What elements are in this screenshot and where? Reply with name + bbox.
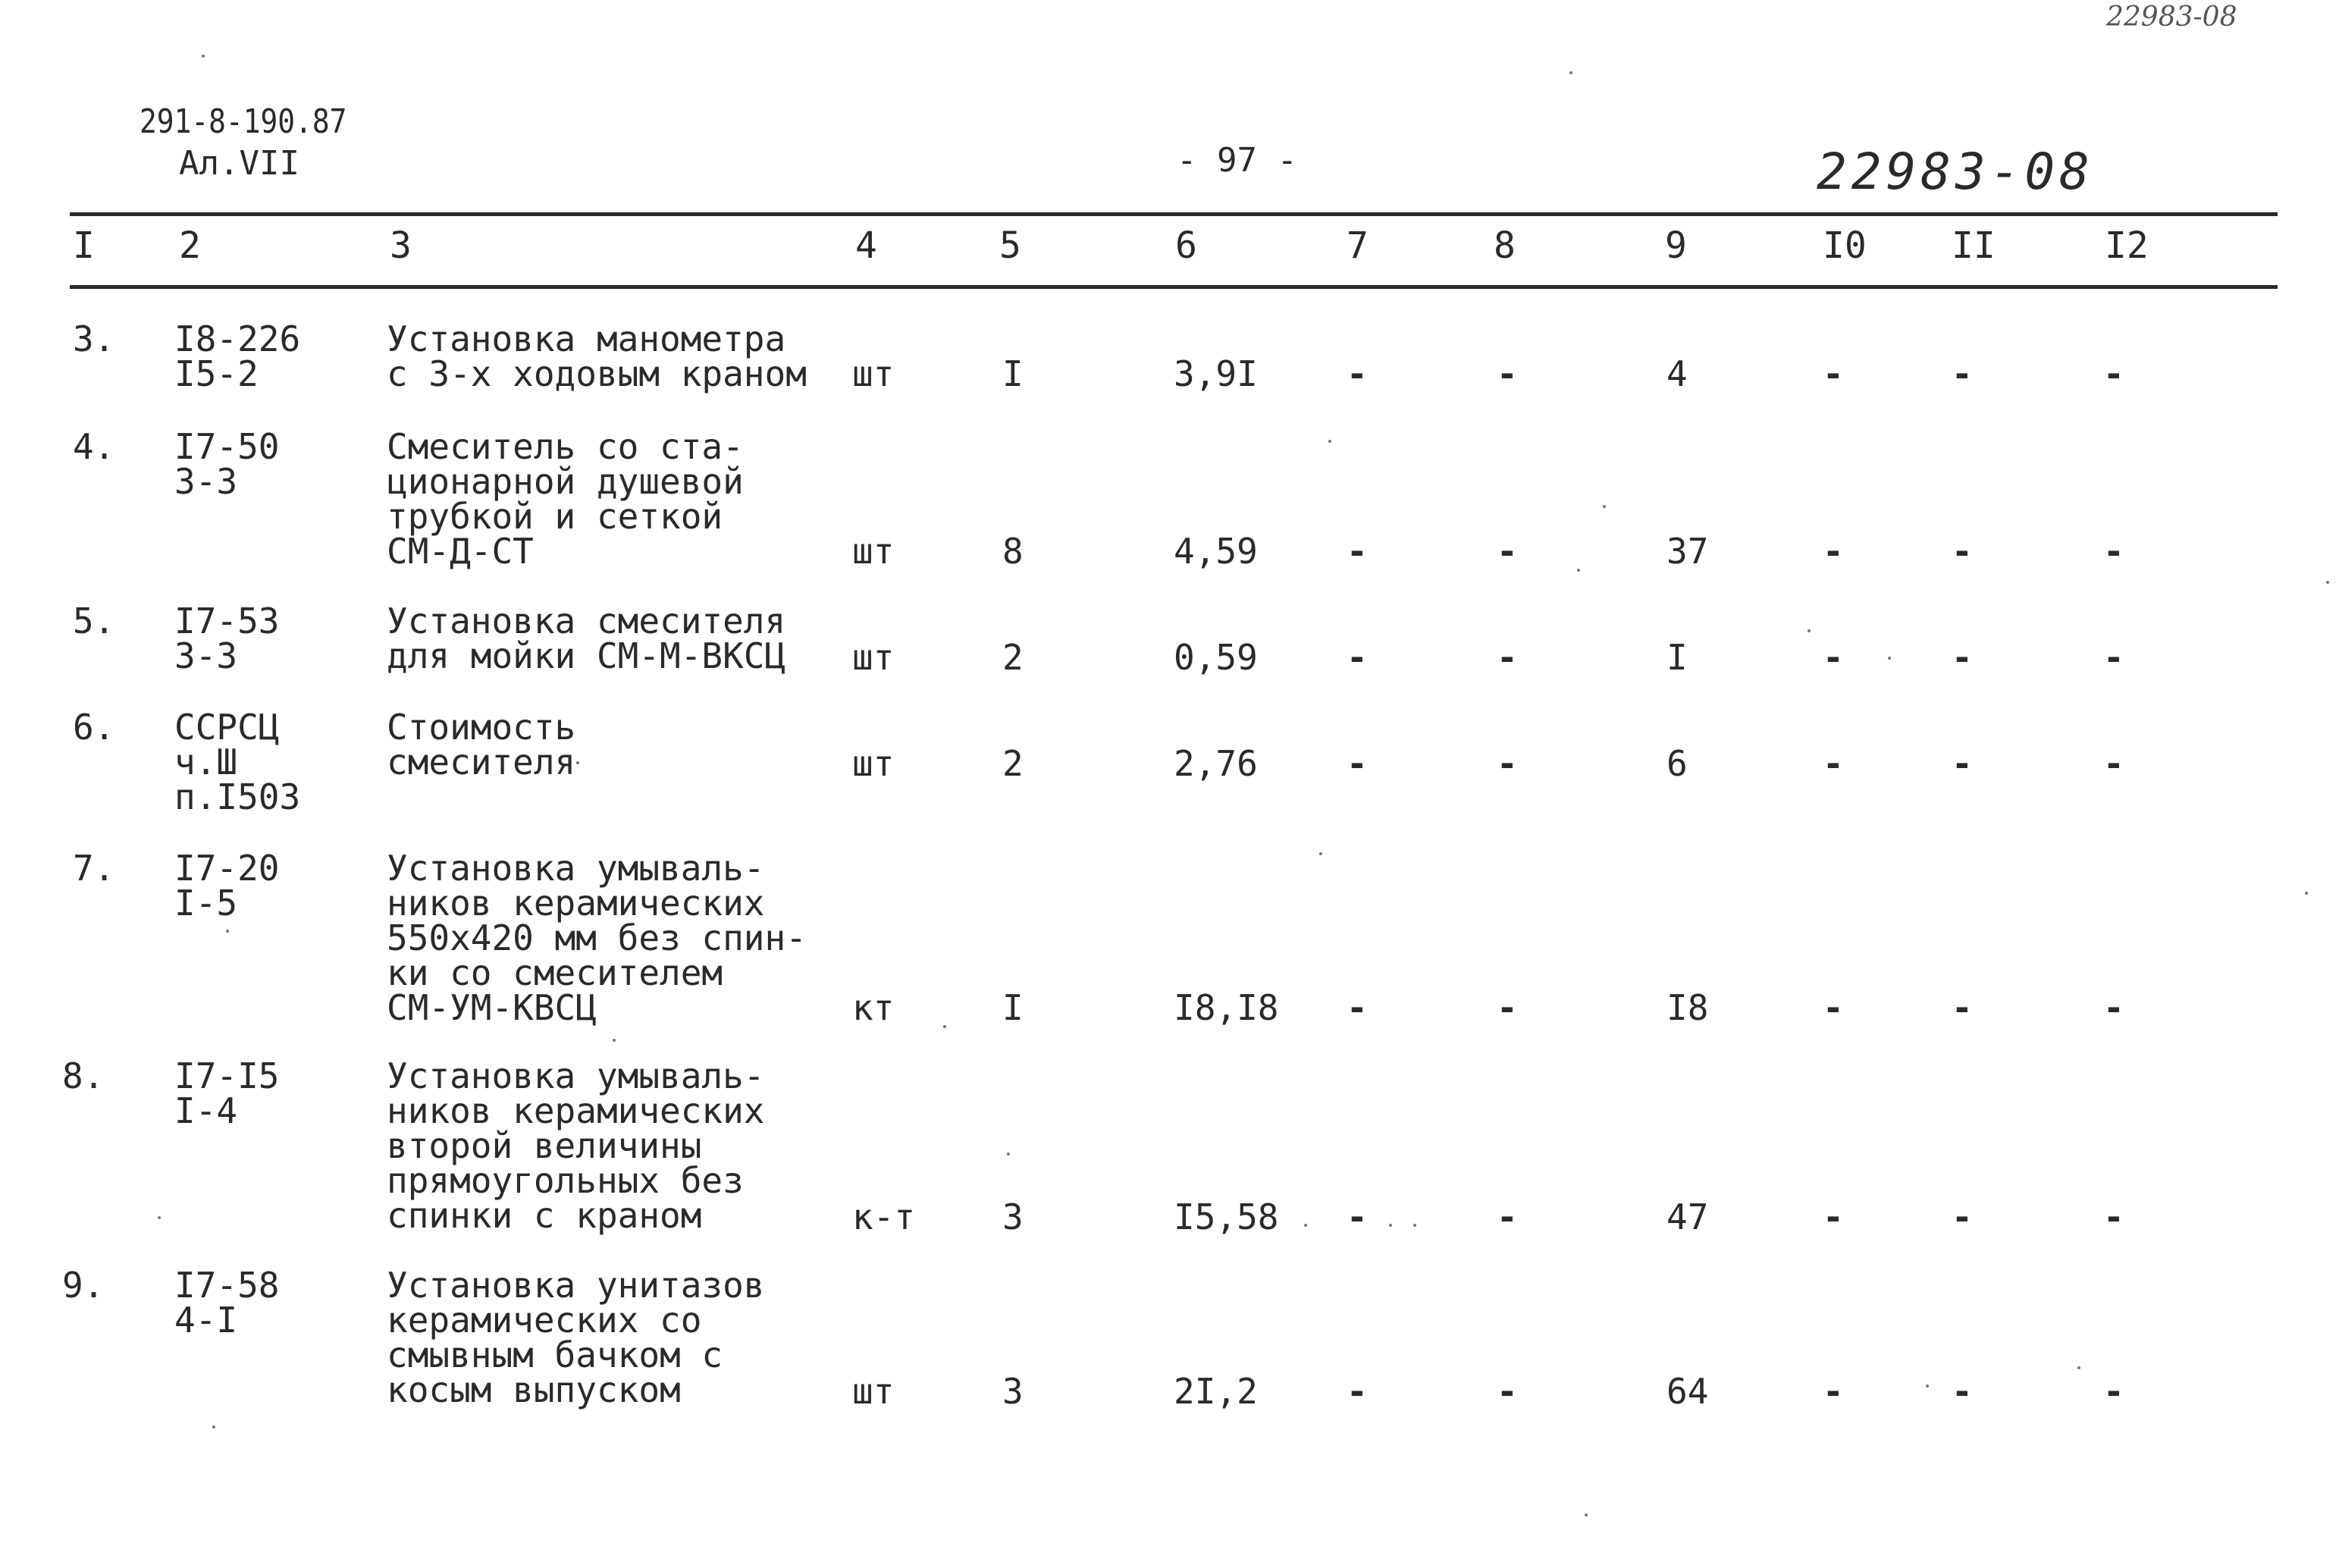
- scan-speck: [1569, 71, 1572, 74]
- column-header-9: 9: [1665, 224, 1687, 267]
- project-code: 291-8-190.87: [140, 102, 347, 141]
- work-description: Смеситель со ста- ционарной душевой трубкой и сеткой СМ-Д-СТ: [387, 426, 744, 572]
- row-number: 7.: [73, 848, 115, 889]
- scan-speck: [1007, 1152, 1010, 1156]
- scan-speck: [2077, 1366, 2080, 1369]
- norm-code: I7-58 4-I: [174, 1265, 280, 1341]
- value-col10: -: [1823, 743, 1844, 784]
- row-number: 9.: [62, 1265, 105, 1306]
- value-col7: -: [1347, 637, 1368, 678]
- scan-speck: [613, 1039, 616, 1042]
- value-col6: 4,59: [1174, 531, 1258, 572]
- value-col12: -: [2103, 1196, 2124, 1237]
- scan-speck: [226, 930, 229, 933]
- value-col8: -: [1497, 1196, 1518, 1237]
- norm-code: I8-226 I5-2: [174, 318, 301, 394]
- value-col11: -: [1952, 1196, 1973, 1237]
- scan-speck: [1808, 629, 1811, 632]
- value-col6: 2I,2: [1174, 1371, 1258, 1412]
- value-col10: -: [1823, 1371, 1844, 1412]
- value-col10: -: [1823, 353, 1844, 394]
- value-col6: I8,I8: [1174, 987, 1279, 1028]
- value-col12: -: [2103, 637, 2124, 678]
- value-col10: -: [1823, 987, 1844, 1028]
- norm-code: ССРСЦ ч.Ш п.I503: [174, 707, 301, 817]
- row-number: 4.: [73, 426, 115, 467]
- unit: к-т: [852, 1196, 916, 1237]
- value-col11: -: [1952, 743, 1973, 784]
- value-col9: 64: [1666, 1371, 1709, 1412]
- value-col6: 2,76: [1174, 743, 1258, 784]
- value-col7: -: [1347, 353, 1368, 394]
- column-header-1: I: [73, 224, 95, 267]
- value-col8: -: [1497, 531, 1518, 572]
- quantity: 2: [1002, 743, 1024, 784]
- unit: кт: [852, 987, 895, 1028]
- value-col7: -: [1347, 1371, 1368, 1412]
- scan-speck: [1585, 1513, 1588, 1516]
- value-col8: -: [1497, 637, 1518, 678]
- value-col10: -: [1823, 531, 1844, 572]
- page-number: - 97 -: [1177, 141, 1297, 180]
- value-col11: -: [1952, 531, 1973, 572]
- scan-speck: [158, 1216, 161, 1219]
- scan-speck: [212, 1425, 215, 1428]
- value-col12: -: [2103, 531, 2124, 572]
- value-col8: -: [1497, 1371, 1518, 1412]
- norm-code: I7-53 3-3: [174, 601, 280, 676]
- value-col12: -: [2103, 1371, 2124, 1412]
- column-header-4: 4: [855, 224, 877, 267]
- scan-speck: [1413, 1224, 1416, 1227]
- column-header-5: 5: [999, 224, 1021, 267]
- unit: шт: [852, 1371, 895, 1412]
- unit: шт: [852, 637, 895, 678]
- quantity: I: [1002, 353, 1024, 394]
- work-description: Установка умываль- ников керамических второй величины прямоугольных без спинки с краном: [387, 1055, 765, 1236]
- table-header-rule: [70, 285, 2278, 289]
- value-col8: -: [1497, 353, 1518, 394]
- value-col9: 4: [1666, 353, 1688, 394]
- scan-speck: [1926, 1385, 1929, 1388]
- scan-speck: [1319, 852, 1322, 855]
- quantity: I: [1002, 987, 1024, 1028]
- column-header-3: 3: [390, 224, 412, 267]
- norm-code: I7-I5 I-4: [174, 1055, 280, 1131]
- row-number: 6.: [73, 707, 115, 748]
- scan-speck: [2326, 581, 2329, 584]
- scan-speck: [202, 55, 205, 58]
- value-col12: -: [2103, 987, 2124, 1028]
- value-col7: -: [1347, 743, 1368, 784]
- value-col9: 47: [1666, 1196, 1709, 1237]
- unit: шт: [852, 353, 895, 394]
- scan-speck: [1603, 505, 1606, 508]
- scan-speck: [1328, 440, 1331, 443]
- inventory-number: 22983-08: [1817, 143, 2094, 201]
- value-col12: -: [2103, 743, 2124, 784]
- corner-stamp: 22983-08: [2106, 2, 2237, 33]
- value-col6: 3,9I: [1174, 353, 1258, 394]
- value-col11: -: [1952, 637, 1973, 678]
- quantity: 8: [1002, 531, 1024, 572]
- table-top-rule: [70, 212, 2278, 216]
- scan-speck: [1389, 1224, 1392, 1227]
- work-description: Установка манометра с 3-х ходовым краном: [387, 318, 807, 394]
- work-description: Стоимость смесителя: [387, 707, 576, 782]
- scan-speck: [943, 1025, 946, 1028]
- value-col11: -: [1952, 987, 1973, 1028]
- value-col9: 37: [1666, 531, 1709, 572]
- work-description: Установка смесителя для мойки СМ-М-ВКСЦ: [387, 601, 786, 676]
- row-number: 5.: [73, 601, 115, 641]
- scan-speck: [1304, 1224, 1307, 1227]
- quantity: 3: [1002, 1196, 1024, 1237]
- column-header-7: 7: [1347, 224, 1369, 267]
- norm-code: I7-20 I-5: [174, 848, 280, 924]
- scan-speck: [576, 761, 579, 764]
- value-col11: -: [1952, 353, 1973, 394]
- column-header-10: I0: [1823, 224, 1867, 267]
- work-description: Установка умываль- ников керамических 550х420 мм без спин- ки со смесителем СМ-УМ-КВСЦ: [387, 848, 807, 1028]
- unit: шт: [852, 531, 895, 572]
- value-col12: -: [2103, 353, 2124, 394]
- value-col9: I8: [1666, 987, 1709, 1028]
- row-number: 3.: [73, 318, 115, 359]
- quantity: 3: [1002, 1371, 1024, 1412]
- sheet-label: Ал.VII: [179, 144, 299, 183]
- column-header-11: II: [1952, 224, 1996, 267]
- value-col7: -: [1347, 987, 1368, 1028]
- unit: шт: [852, 743, 895, 784]
- row-number: 8.: [62, 1055, 105, 1096]
- value-col9: I: [1666, 637, 1688, 678]
- column-header-8: 8: [1494, 224, 1516, 267]
- value-col10: -: [1823, 637, 1844, 678]
- scan-speck: [1888, 657, 1891, 660]
- column-header-6: 6: [1175, 224, 1197, 267]
- value-col8: -: [1497, 987, 1518, 1028]
- value-col8: -: [1497, 743, 1518, 784]
- value-col6: 0,59: [1174, 637, 1258, 678]
- value-col11: -: [1952, 1371, 1973, 1412]
- work-description: Установка унитазов керамических со смывным бачком с косым выпуском: [387, 1265, 765, 1410]
- value-col7: -: [1347, 531, 1368, 572]
- scan-speck: [1577, 569, 1580, 572]
- column-header-2: 2: [179, 224, 201, 267]
- value-col6: I5,58: [1174, 1196, 1279, 1237]
- value-col7: -: [1347, 1196, 1368, 1237]
- value-col10: -: [1823, 1196, 1844, 1237]
- quantity: 2: [1002, 637, 1024, 678]
- norm-code: I7-50 3-3: [174, 426, 280, 502]
- column-header-12: I2: [2105, 224, 2149, 267]
- value-col9: 6: [1666, 743, 1688, 784]
- scan-speck: [2305, 892, 2308, 895]
